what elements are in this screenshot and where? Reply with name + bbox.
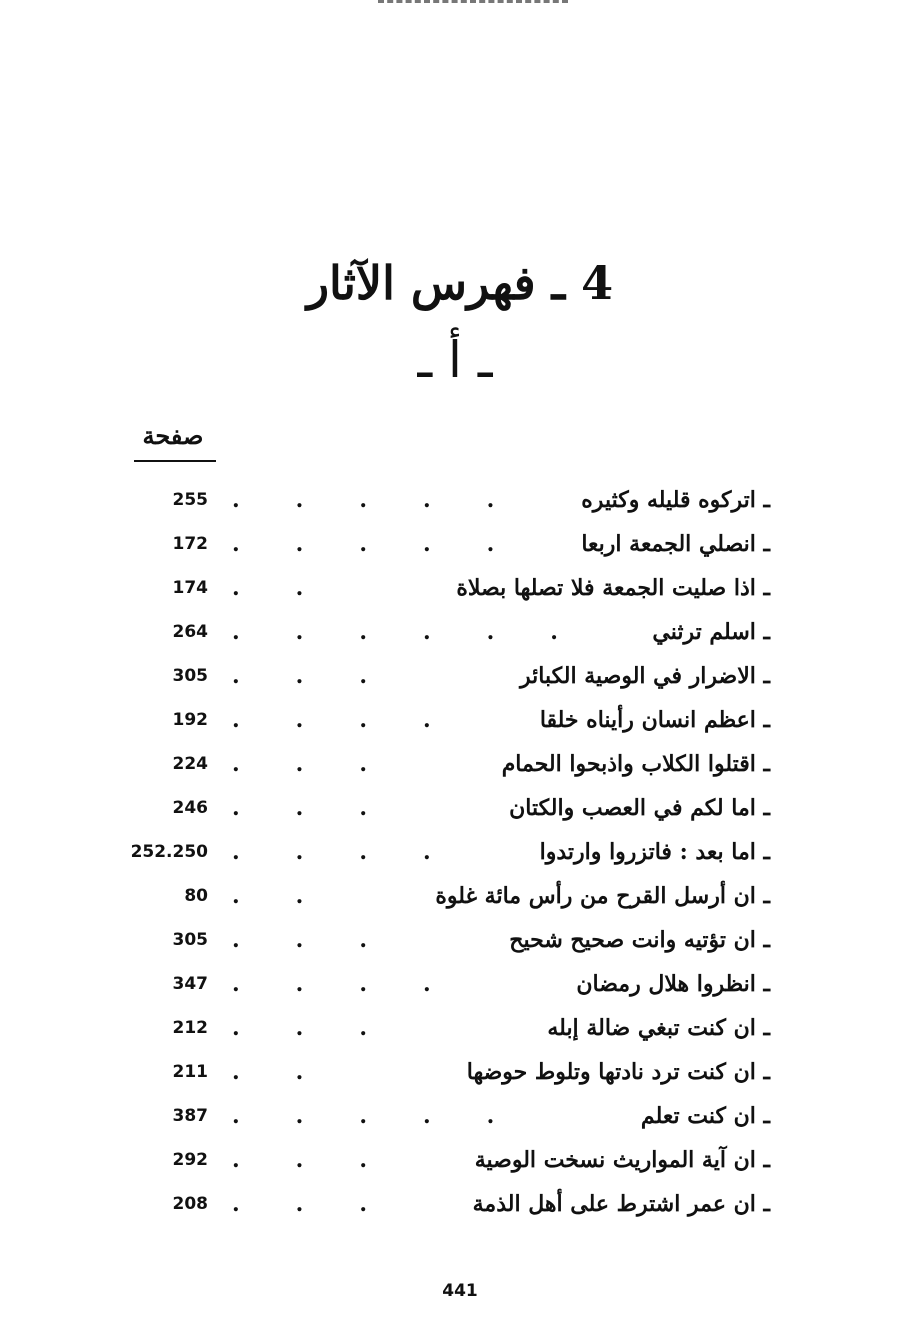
entry-page-number: 174: [172, 578, 208, 598]
column-header-underline: [134, 460, 216, 462]
entry-page-number: 80: [184, 886, 208, 906]
entry-page-number: 264: [172, 622, 208, 642]
page-title: 4 ـ فهرس الآثار: [306, 255, 614, 310]
entry-page-number: 347: [172, 974, 208, 994]
entry-text: ـ الاضرار في الوصية الكبائر: [519, 663, 770, 689]
dot-leader: ..: [232, 883, 360, 909]
index-entry: [120, 522, 770, 566]
entry-text: ـ ان تؤتيه وانت صحيح شحيح: [509, 927, 770, 953]
entry-text: ـ اسلم ترثني: [652, 619, 770, 645]
entry-page-number: 292: [172, 1150, 208, 1170]
index-entry: [120, 698, 770, 742]
entry-text: ـ اما بعد : فاتزروا وارتدوا: [539, 839, 770, 865]
entry-page-number: 208: [172, 1194, 208, 1214]
entry-text: ـ ان عمر اشترط على أهل الذمة: [472, 1191, 770, 1217]
entry-text: ـ انصلي الجمعة اربعا: [581, 531, 770, 557]
index-entry: [120, 1006, 770, 1050]
dot-leader: .....: [232, 531, 551, 557]
dot-leader: ....: [232, 839, 487, 865]
dot-leader: ....: [232, 707, 487, 733]
dot-leader: ...: [232, 1147, 423, 1173]
entry-text: ـ اما لكم في العصب والكتان: [509, 795, 770, 821]
index-entry: [120, 962, 770, 1006]
entry-page-number: 305: [172, 930, 208, 950]
entry-page-number: 224: [172, 754, 208, 774]
entry-page-number: 252.250: [130, 842, 208, 862]
index-entry: [120, 1094, 770, 1138]
index-entry: [120, 830, 770, 874]
index-entry: [120, 742, 770, 786]
entry-page-number: 305: [172, 666, 208, 686]
dot-leader: ...: [232, 1191, 423, 1217]
dot-leader: ...: [232, 795, 423, 821]
dot-leader: ....: [232, 971, 487, 997]
index-entry: [120, 786, 770, 830]
entry-text: ـ ان كنت ترد نادتها وتلوط حوضها: [466, 1059, 770, 1085]
entry-page-number: 211: [172, 1062, 208, 1082]
entry-text: ـ ان كنت تعلم: [640, 1103, 770, 1129]
page-column-header: صفحة: [142, 421, 204, 450]
dot-leader: .....: [232, 1103, 551, 1129]
index-entry: [120, 1138, 770, 1182]
entry-page-number: 172: [172, 534, 208, 554]
entry-text: ـ اعظم انسان رأيناه خلقا: [539, 707, 770, 733]
entry-page-number: 387: [172, 1106, 208, 1126]
entry-text: ـ اذا صليت الجمعة فلا تصلها بصلاة: [456, 575, 770, 601]
top-edge-dashes: [378, 0, 568, 8]
index-entry: [120, 610, 770, 654]
entry-text: ـ ان آية المواريث نسخت الوصية: [474, 1147, 770, 1173]
index-entry: [120, 566, 770, 610]
dot-leader: ..: [232, 1059, 360, 1085]
entry-page-number: 246: [172, 798, 208, 818]
dot-leader: ......: [232, 619, 614, 645]
dot-leader: ...: [232, 751, 423, 777]
dot-leader: ...: [232, 927, 423, 953]
entry-page-number: 212: [172, 1018, 208, 1038]
index-entries-list: [120, 478, 770, 1226]
index-entry: [120, 654, 770, 698]
index-entry: [120, 1182, 770, 1226]
dot-leader: ..: [232, 575, 360, 601]
dot-leader: ...: [232, 1015, 423, 1041]
section-letter-heading: ـ أ ـ: [417, 331, 493, 389]
entry-text: ـ ان كنت تبغي ضالة إبله: [547, 1015, 770, 1041]
dot-leader: .....: [232, 487, 551, 513]
index-entry: [120, 1050, 770, 1094]
index-entry: [120, 918, 770, 962]
page-number: 441: [442, 1281, 478, 1301]
dot-leader: ...: [232, 663, 423, 689]
entry-text: ـ ان أرسل القرح من رأس مائة غلوة: [435, 883, 770, 909]
entry-text: ـ اتركوه قليله وكثيره: [581, 487, 770, 513]
entry-page-number: 192: [172, 710, 208, 730]
entry-text: ـ اقتلوا الكلاب واذبحوا الحمام: [501, 751, 770, 777]
index-entry: [120, 874, 770, 918]
entry-page-number: 255: [172, 490, 208, 510]
entry-text: ـ انظروا هلال رمضان: [576, 971, 770, 997]
index-entry: [120, 478, 770, 522]
